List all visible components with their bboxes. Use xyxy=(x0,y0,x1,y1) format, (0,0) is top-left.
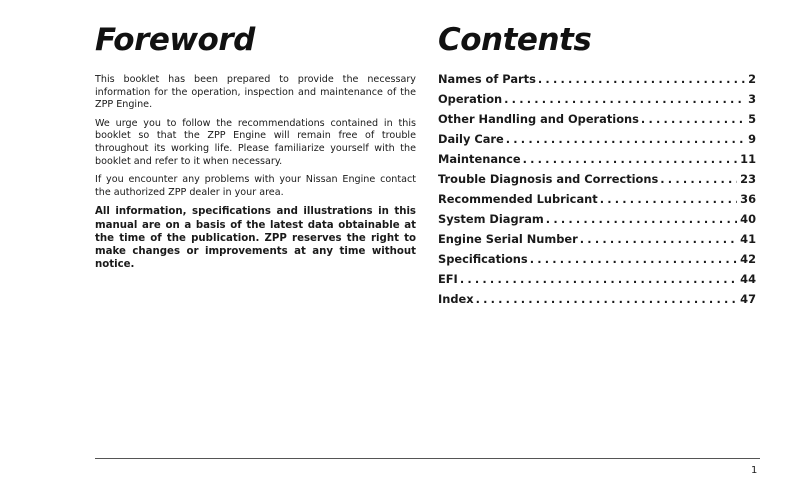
toc-entry[interactable] xyxy=(438,172,756,192)
toc-entry-label: Maintenance xyxy=(438,152,521,166)
foreword-paragraph: If you encounter any problems with your Nissan Engine contact the authorized ZPP dealer in your area. xyxy=(95,174,416,198)
toc-leader-dots xyxy=(504,132,745,146)
toc-entry-label: Engine Serial Number xyxy=(438,232,578,246)
foreword-paragraph: We urge you to follow the recommendations contained in this booklet so that the ZPP Engine will remain free of trouble throughout its working life. Please familiarize yourself with the booklet and refer to it when necessary. xyxy=(95,117,416,167)
toc-entry-page: 11 xyxy=(740,152,756,166)
toc-leader-dots xyxy=(658,172,737,186)
toc-entry[interactable] xyxy=(438,252,756,272)
toc-leader-dots xyxy=(578,232,737,246)
toc-entry[interactable] xyxy=(438,132,756,152)
footer-divider xyxy=(95,458,760,459)
foreword-paragraph: This booklet has been prepared to provide the necessary information for the operation, inspection and maintenance of the ZPP Engine. xyxy=(95,74,416,111)
toc-entry-page: 44 xyxy=(740,272,756,286)
toc-entry-page: 23 xyxy=(740,172,756,186)
toc-entry-label: Index xyxy=(438,292,474,306)
contents-title: Contents xyxy=(438,22,592,58)
toc-entry-label: EFI xyxy=(438,272,458,286)
toc-leader-dots xyxy=(639,112,745,126)
toc-entry-label: Specifications xyxy=(438,252,528,266)
toc-entry-page: 42 xyxy=(740,252,756,266)
toc-entry-label: Operation xyxy=(438,92,503,106)
page-number: 1 xyxy=(751,465,758,476)
toc-entry-page: 47 xyxy=(740,292,756,306)
toc-entry[interactable] xyxy=(438,212,756,232)
foreword-disclaimer: All information, specifications and illustrations in this manual are on a basis of the latest data obtainable at the time of the publication. ZPP reserves the right to make changes or improvements at any time without notice. xyxy=(95,206,416,271)
toc-entry-page: 36 xyxy=(740,192,756,206)
toc-leader-dots xyxy=(458,272,737,286)
toc-entry-label: Other Handling and Operations xyxy=(438,112,639,126)
toc-entry-label: Recommended Lubricant xyxy=(438,192,598,206)
toc-entry-page: 40 xyxy=(740,212,756,226)
toc-entry-label: Trouble Diagnosis and Corrections xyxy=(438,172,659,186)
toc-entry-label: System Diagram xyxy=(438,212,544,226)
table-of-contents xyxy=(438,72,756,312)
toc-leader-dots xyxy=(502,92,745,106)
toc-entry[interactable] xyxy=(438,92,756,112)
toc-leader-dots xyxy=(528,252,737,266)
foreword-body xyxy=(95,74,416,277)
toc-entry[interactable] xyxy=(438,112,756,132)
foreword-title: Foreword xyxy=(95,22,255,58)
toc-entry-label: Daily Care xyxy=(438,132,504,146)
toc-entry-page: 5 xyxy=(748,112,756,126)
toc-entry[interactable] xyxy=(438,232,756,252)
toc-entry-label: Names of Parts xyxy=(438,72,536,86)
toc-leader-dots xyxy=(521,152,738,166)
toc-entry[interactable] xyxy=(438,72,756,92)
toc-leader-dots xyxy=(544,212,737,226)
toc-entry[interactable] xyxy=(438,192,756,212)
toc-entry-page: 9 xyxy=(748,132,756,146)
toc-entry[interactable] xyxy=(438,152,756,172)
toc-leader-dots xyxy=(598,192,737,206)
toc-entry-page: 3 xyxy=(748,92,756,106)
toc-entry-page: 41 xyxy=(740,232,756,246)
toc-entry-page: 2 xyxy=(748,72,756,86)
toc-entry[interactable] xyxy=(438,292,756,312)
toc-leader-dots xyxy=(536,72,745,86)
toc-entry[interactable] xyxy=(438,272,756,292)
toc-leader-dots xyxy=(474,292,738,306)
